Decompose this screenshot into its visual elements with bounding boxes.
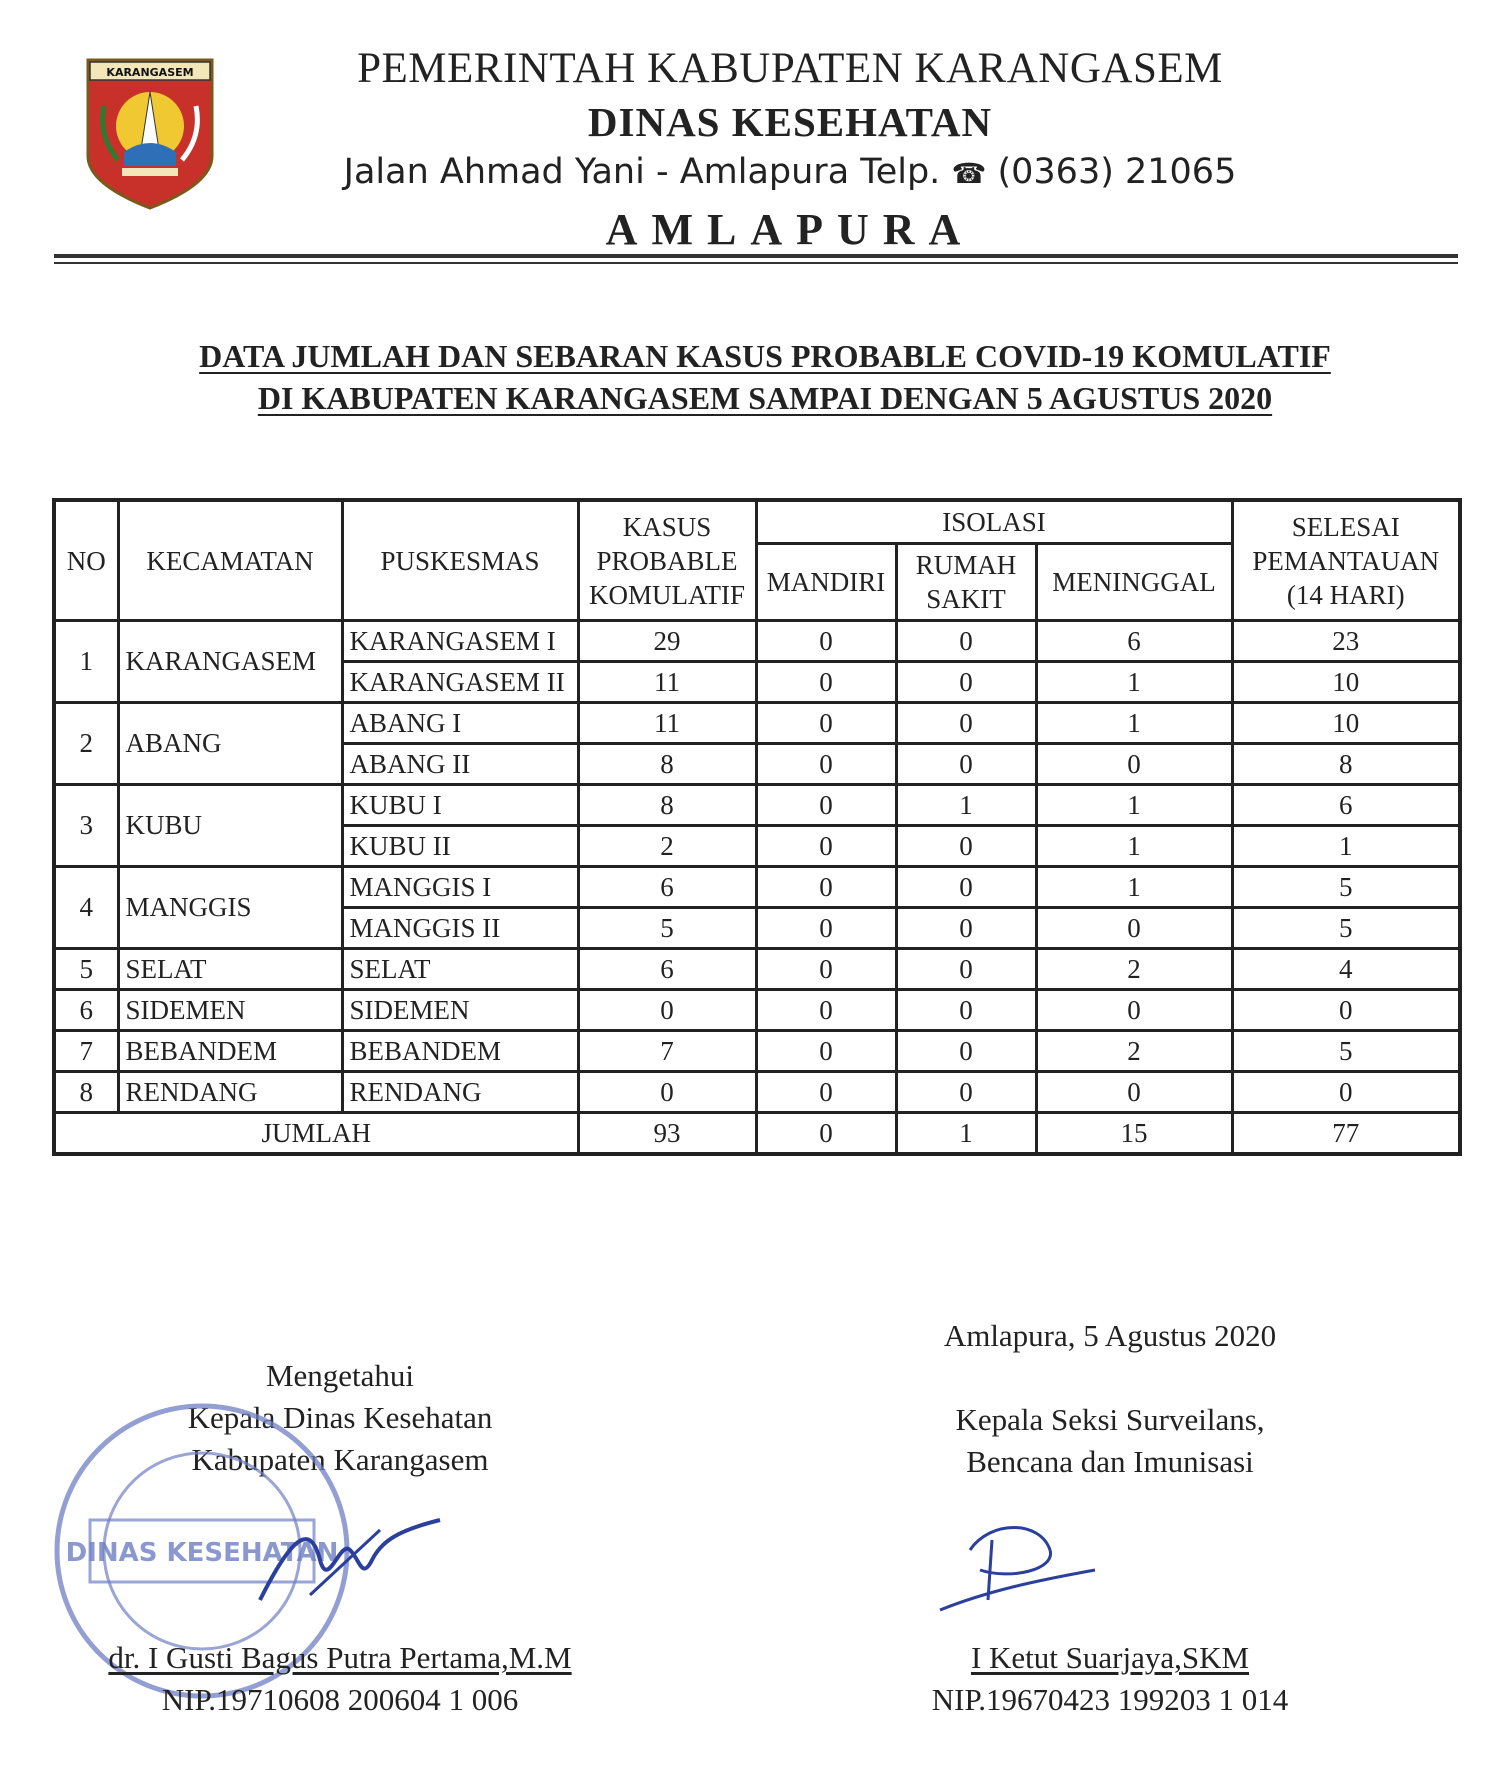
cell-no: 5 <box>54 949 118 990</box>
cell-puskesmas: MANGGIS I <box>342 867 578 908</box>
cell-kasus: 6 <box>578 867 756 908</box>
cell-selesai: 8 <box>1232 744 1460 785</box>
cell-meninggal: 0 <box>1036 1072 1232 1113</box>
header-rumah-sakit: RUMAH SAKIT <box>896 544 1036 621</box>
cell-puskesmas: SELAT <box>342 949 578 990</box>
cell-meninggal: 1 <box>1036 826 1232 867</box>
karangasem-logo <box>84 56 216 212</box>
cell-kecamatan: ABANG <box>118 703 342 785</box>
cell-mandiri: 0 <box>756 867 896 908</box>
cell-meninggal: 1 <box>1036 703 1232 744</box>
cell-meninggal: 2 <box>1036 1031 1232 1072</box>
cell-kecamatan: MANGGIS <box>118 867 342 949</box>
table-row <box>54 1072 1460 1113</box>
stamp-text: DINAS KESEHATAN <box>65 1538 339 1568</box>
sig-right-title1: Kepala Seksi Surveilans, <box>955 1402 1265 1437</box>
cell-selesai: 0 <box>1232 990 1460 1031</box>
header-kecamatan: KECAMATAN <box>118 500 342 621</box>
cell-kasus: 5 <box>578 908 756 949</box>
cell-meninggal: 0 <box>1036 908 1232 949</box>
cell-rumah-sakit: 1 <box>896 785 1036 826</box>
sig-right-date: Amlapura, 5 Agustus 2020 <box>943 1318 1277 1353</box>
cell-puskesmas: KARANGASEM II <box>342 662 578 703</box>
header-kasus-probable: KASUS PROBABLE KOMULATIF <box>578 500 756 621</box>
cell-rumah-sakit: 0 <box>896 990 1036 1031</box>
cell-mandiri: 0 <box>756 908 896 949</box>
cell-meninggal: 2 <box>1036 949 1232 990</box>
cell-kasus: 6 <box>578 949 756 990</box>
sig-right-title2: Bencana dan Imunisasi <box>966 1444 1254 1479</box>
cell-selesai: 6 <box>1232 785 1460 826</box>
cell-kasus: 29 <box>578 621 756 662</box>
cell-rumah-sakit: 0 <box>896 1072 1036 1113</box>
cell-mandiri: 0 <box>756 744 896 785</box>
cell-meninggal: 0 <box>1036 990 1232 1031</box>
sig-right-name: I Ketut Suarjaya,SKM <box>970 1640 1250 1675</box>
cell-kasus: 11 <box>578 703 756 744</box>
cell-kecamatan: KUBU <box>118 785 342 867</box>
cell-kasus: 2 <box>578 826 756 867</box>
cell-puskesmas: ABANG II <box>342 744 578 785</box>
sig-left-title: Kepala Dinas Kesehatan <box>187 1400 493 1435</box>
cell-total-meninggal: 15 <box>1036 1113 1232 1155</box>
cell-mandiri: 0 <box>756 621 896 662</box>
cell-no: 1 <box>54 621 118 703</box>
document-title-line1: DATA JUMLAH DAN SEBARAN KASUS PROBABLE COVID-19 KOMULATIF <box>199 338 1331 374</box>
left-handwritten-signature <box>250 1500 450 1620</box>
cell-kasus: 8 <box>578 744 756 785</box>
cell-meninggal: 1 <box>1036 662 1232 703</box>
logo-text: KARANGASEM <box>106 66 194 79</box>
covid-data-table <box>52 498 1462 1156</box>
cell-mandiri: 0 <box>756 990 896 1031</box>
table-row <box>54 621 1460 662</box>
table-row <box>54 990 1460 1031</box>
cell-puskesmas: RENDANG <box>342 1072 578 1113</box>
letterhead-city: AMLAPURA <box>605 205 975 254</box>
cell-no: 4 <box>54 867 118 949</box>
cell-selesai: 0 <box>1232 1072 1460 1113</box>
cell-rumah-sakit: 0 <box>896 744 1036 785</box>
header-isolasi: ISOLASI <box>756 500 1232 544</box>
cell-puskesmas: KUBU II <box>342 826 578 867</box>
cell-meninggal: 0 <box>1036 744 1232 785</box>
phone-number: (0363) 21065 <box>997 152 1237 192</box>
cell-kecamatan: SELAT <box>118 949 342 990</box>
cell-rumah-sakit: 0 <box>896 703 1036 744</box>
cell-total-kasus: 93 <box>578 1113 756 1155</box>
cell-total-rumah-sakit: 1 <box>896 1113 1036 1155</box>
cell-selesai: 1 <box>1232 826 1460 867</box>
cell-rumah-sakit: 0 <box>896 662 1036 703</box>
cell-meninggal: 6 <box>1036 621 1232 662</box>
letterhead-rule-thick <box>54 254 1458 258</box>
cell-no: 3 <box>54 785 118 867</box>
cell-rumah-sakit: 0 <box>896 826 1036 867</box>
cell-no: 2 <box>54 703 118 785</box>
cell-rumah-sakit: 0 <box>896 1031 1036 1072</box>
letterhead-rule-thin <box>54 262 1458 264</box>
table-total-row <box>54 1113 1460 1155</box>
cell-kasus: 0 <box>578 990 756 1031</box>
phone-icon: ☎ <box>951 157 987 190</box>
header-meninggal: MENINGGAL <box>1036 544 1232 621</box>
address-text: Jalan Ahmad Yani - Amlapura Telp. <box>343 152 941 192</box>
cell-mandiri: 0 <box>756 1072 896 1113</box>
cell-puskesmas: ABANG I <box>342 703 578 744</box>
table-row <box>54 949 1460 990</box>
cell-mandiri: 0 <box>756 703 896 744</box>
cell-puskesmas: KARANGASEM I <box>342 621 578 662</box>
cell-rumah-sakit: 0 <box>896 949 1036 990</box>
cell-total-selesai: 77 <box>1232 1113 1460 1155</box>
cell-puskesmas: KUBU I <box>342 785 578 826</box>
cell-meninggal: 1 <box>1036 785 1232 826</box>
table-row <box>54 867 1460 908</box>
header-selesai-pemantauan: SELESAI PEMANTAUAN (14 HARI) <box>1232 500 1460 621</box>
letterhead-address <box>200 152 1380 192</box>
table-row <box>54 703 1460 744</box>
cell-kecamatan: KARANGASEM <box>118 621 342 703</box>
table-body <box>54 621 1460 1155</box>
cell-mandiri: 0 <box>756 662 896 703</box>
cell-mandiri: 0 <box>756 1031 896 1072</box>
cell-kecamatan: BEBANDEM <box>118 1031 342 1072</box>
cell-puskesmas: BEBANDEM <box>342 1031 578 1072</box>
document-title-line2: DI KABUPATEN KARANGASEM SAMPAI DENGAN 5 AGUSTUS 2020 <box>257 380 1273 416</box>
sig-left-office: Kabupaten Karangasem <box>191 1442 489 1477</box>
cell-selesai: 5 <box>1232 867 1460 908</box>
cell-selesai: 10 <box>1232 662 1460 703</box>
header-puskesmas: PUSKESMAS <box>342 500 578 621</box>
sig-left-name: dr. I Gusti Bagus Putra Pertama,M.M <box>108 1640 572 1675</box>
cell-kasus: 0 <box>578 1072 756 1113</box>
cell-kecamatan: SIDEMEN <box>118 990 342 1031</box>
cell-selesai: 4 <box>1232 949 1460 990</box>
cell-meninggal: 1 <box>1036 867 1232 908</box>
sig-left-acknowledge: Mengetahui <box>265 1358 415 1393</box>
header-no: NO <box>54 500 118 621</box>
cell-total-mandiri: 0 <box>756 1113 896 1155</box>
letterhead-agency: DINAS KESEHATAN <box>587 99 993 145</box>
right-handwritten-signature <box>930 1510 1100 1620</box>
cell-puskesmas: MANGGIS II <box>342 908 578 949</box>
cell-mandiri: 0 <box>756 949 896 990</box>
cell-kecamatan: RENDANG <box>118 1072 342 1113</box>
cell-selesai: 5 <box>1232 908 1460 949</box>
cell-kasus: 7 <box>578 1031 756 1072</box>
table-row <box>54 1031 1460 1072</box>
cell-rumah-sakit: 0 <box>896 621 1036 662</box>
cell-rumah-sakit: 0 <box>896 908 1036 949</box>
table-row <box>54 785 1460 826</box>
sig-right-nip: NIP.19670423 199203 1 014 <box>931 1682 1289 1717</box>
cell-total-label: JUMLAH <box>54 1113 578 1155</box>
letterhead-government: PEMERINTAH KABUPATEN KARANGASEM <box>357 45 1223 92</box>
header-mandiri: MANDIRI <box>756 544 896 621</box>
cell-no: 8 <box>54 1072 118 1113</box>
cell-no: 6 <box>54 990 118 1031</box>
cell-selesai: 5 <box>1232 1031 1460 1072</box>
sig-left-nip: NIP.19710608 200604 1 006 <box>161 1682 519 1717</box>
cell-mandiri: 0 <box>756 826 896 867</box>
cell-kasus: 11 <box>578 662 756 703</box>
cell-no: 7 <box>54 1031 118 1072</box>
cell-mandiri: 0 <box>756 785 896 826</box>
cell-rumah-sakit: 0 <box>896 867 1036 908</box>
cell-kasus: 8 <box>578 785 756 826</box>
cell-selesai: 23 <box>1232 621 1460 662</box>
cell-selesai: 10 <box>1232 703 1460 744</box>
cell-puskesmas: SIDEMEN <box>342 990 578 1031</box>
